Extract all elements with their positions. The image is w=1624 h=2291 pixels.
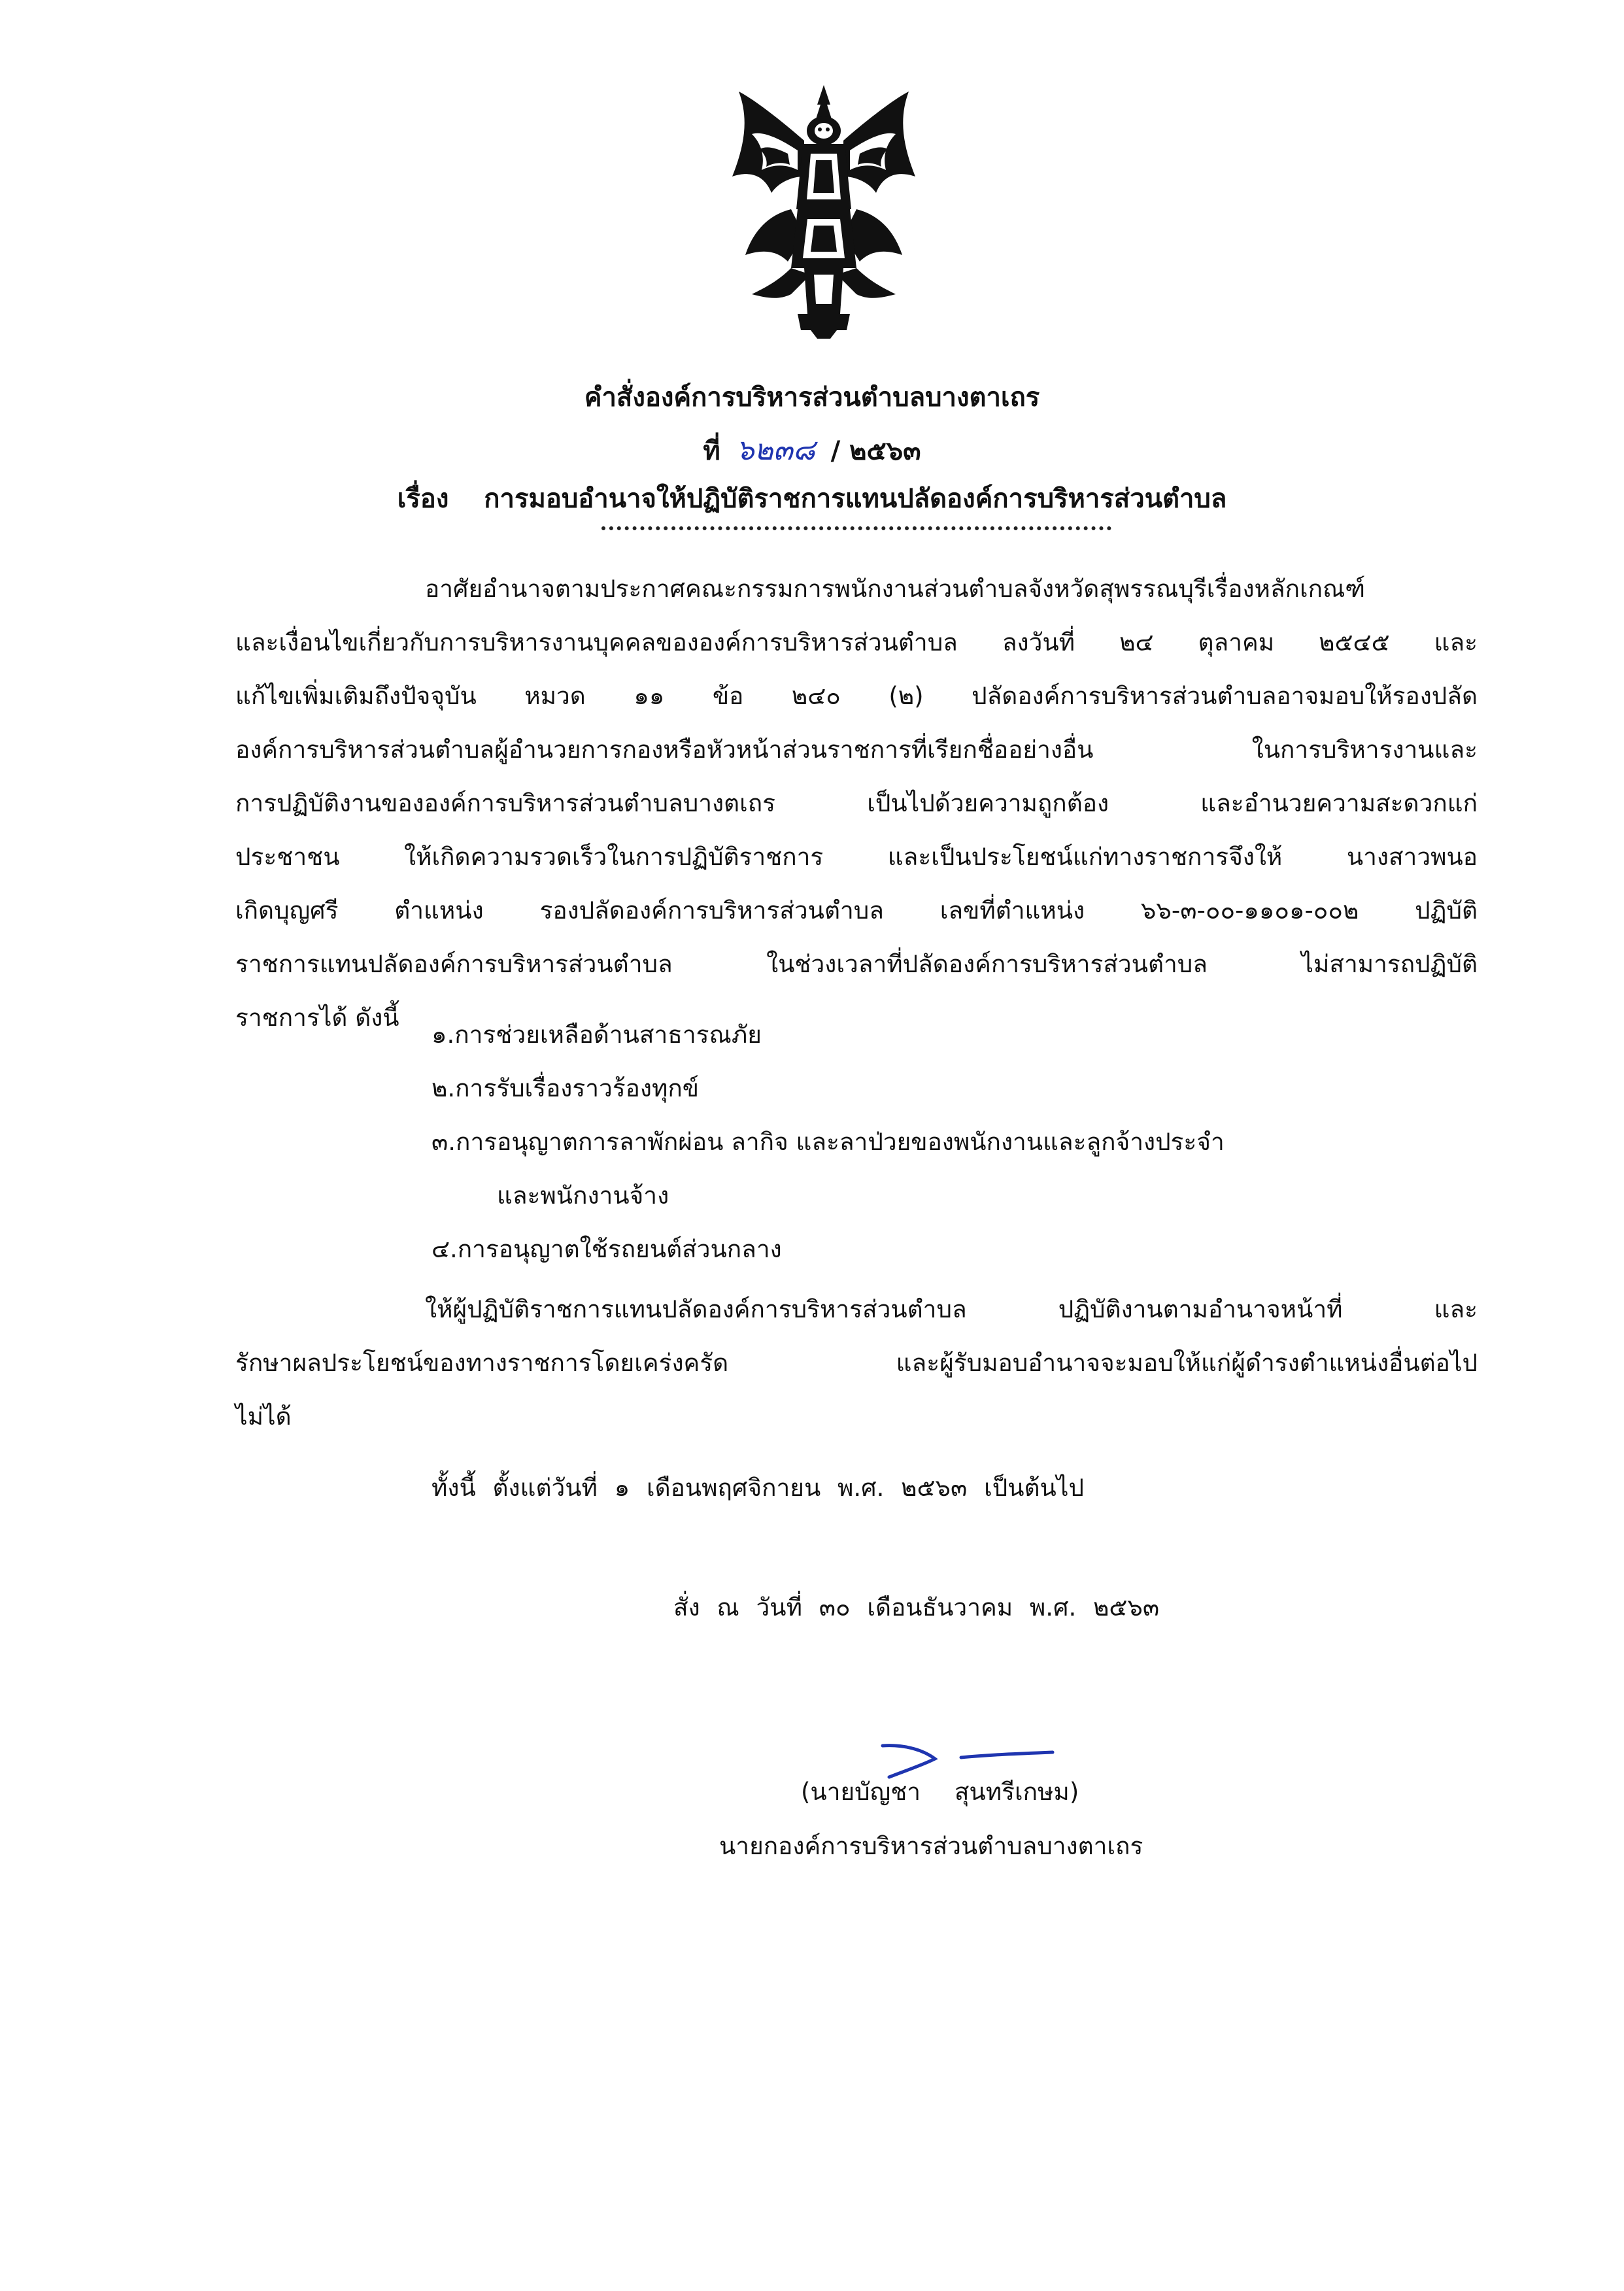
paragraph-line: ราชการได้ ดังนี้ xyxy=(235,1004,399,1032)
handwritten-number: ๖๒๓๘ xyxy=(736,433,815,467)
delegated-duties-list xyxy=(431,1008,1225,1276)
signer-name: (นายบัญชา สุนทรีเกษม) xyxy=(801,1778,1079,1806)
paragraph-2 xyxy=(235,1283,1478,1444)
paragraph-line: เกิดบุญศรี ตำแหน่ง รองปลัดองค์การบริหารส่วนตำบล เลขที่ตำแหน่ง ๖๖-๓-๐๐-๑๑๐๑-๐๐๒ ปฏิบัติ xyxy=(235,896,1478,925)
paragraph-line: องค์การบริหารส่วนตำบลผู้อำนวยการกองหรือหัวหน้าส่วนราชการที่เรียกชื่ออย่างอื่น ในการบริหารงานและ xyxy=(235,736,1478,764)
paragraph-line: ราชการแทนปลัดองค์การบริหารส่วนตำบล ในช่วงเวลาที่ปลัดองค์การบริหารส่วนตำบล ไม่สามารถปฏิบัติ xyxy=(235,950,1478,978)
garuda-emblem-icon xyxy=(726,78,922,340)
list-item-continuation: และพนักงานจ้าง xyxy=(497,1181,669,1210)
paragraph-line: ประชาชน ให้เกิดความรวดเร็วในการปฏิบัติราชการ และเป็นประโยชน์แก่ทางราชการจึงให้ นางสาวพนอ xyxy=(235,843,1478,871)
order-number-line xyxy=(0,427,1624,473)
paragraph-line: รักษาผลประโยชน์ของทางราชการโดยเคร่งครัด และผู้รับมอบอำนาจจะมอบให้แก่ผู้ดำรงตำแหน่งอื่นต่อไป xyxy=(235,1349,1478,1377)
subject-text: การมอบอำนาจให้ปฏิบัติราชการแทนปลัดองค์การบริหารส่วนตำบล xyxy=(484,484,1227,514)
number-year: / ๒๕๖๓ xyxy=(830,436,921,466)
list-item: ๔.การอนุญาตใช้รถยนต์ส่วนกลาง xyxy=(431,1235,782,1263)
paragraph-line: แก้ไขเพิ่มเติมถึงปัจจุบัน หมวด ๑๑ ข้อ ๒๔๐ (๒) ปลัดองค์การบริหารส่วนตำบลอาจมอบให้รองปลัด xyxy=(235,682,1478,710)
order-title: คำสั่งองค์การบริหารส่วนตำบลบางตาเถร xyxy=(584,382,1040,413)
number-prefix: ที่ xyxy=(703,436,720,466)
order-date: สั่ง ณ วันที่ ๓๐ เดือนธันวาคม พ.ศ. ๒๕๖๓ xyxy=(673,1593,1160,1621)
subject-label: เรื่อง xyxy=(397,484,449,514)
effective-date: ทั้งนี้ ตั้งแต่วันที่ ๑ เดือนพฤศจิกายน พ.ศ. ๒๕๖๓ เป็นต้นไป xyxy=(431,1474,1084,1502)
list-item: ๒.การรับเรื่องราวร้องทุกข์ xyxy=(431,1074,700,1102)
signer-position: นายกองค์การบริหารส่วนตำบลบางตาเถร xyxy=(719,1832,1143,1860)
paragraph-line: ไม่ได้ xyxy=(235,1402,292,1431)
paragraph-line: อาศัยอำนาจตามประกาศคณะกรรมการพนักงานส่วนตำบลจังหวัดสุพรรณบุรีเรื่องหลักเกณฑ์ xyxy=(425,575,1366,603)
list-item: ๓.การอนุญาตการลาพักผ่อน ลากิจ และลาป่วยของพนักงานและลูกจ้างประจำ xyxy=(431,1128,1225,1156)
paragraph-line: และเงื่อนไขเกี่ยวกับการบริหารงานบุคคลขององค์การบริหารส่วนตำบล ลงวันที่ ๒๔ ตุลาคม ๒๕๔๕ และ xyxy=(235,628,1478,656)
dotted-divider xyxy=(601,526,1111,530)
list-item: ๑.การช่วยเหลือด้านสาธารณภัย xyxy=(431,1021,762,1049)
paragraph-line: ให้ผู้ปฏิบัติราชการแทนปลัดองค์การบริหารส่วนตำบล ปฏิบัติงานตามอำนาจหน้าที่ และ xyxy=(425,1295,1478,1323)
paragraph-1 xyxy=(235,562,1478,1045)
subject-line xyxy=(0,477,1624,519)
paragraph-line: การปฏิบัติงานขององค์การบริหารส่วนตำบลบางตเถร เป็นไปด้วยความถูกต้อง และอำนวยความสะดวกแก่ xyxy=(235,789,1478,817)
